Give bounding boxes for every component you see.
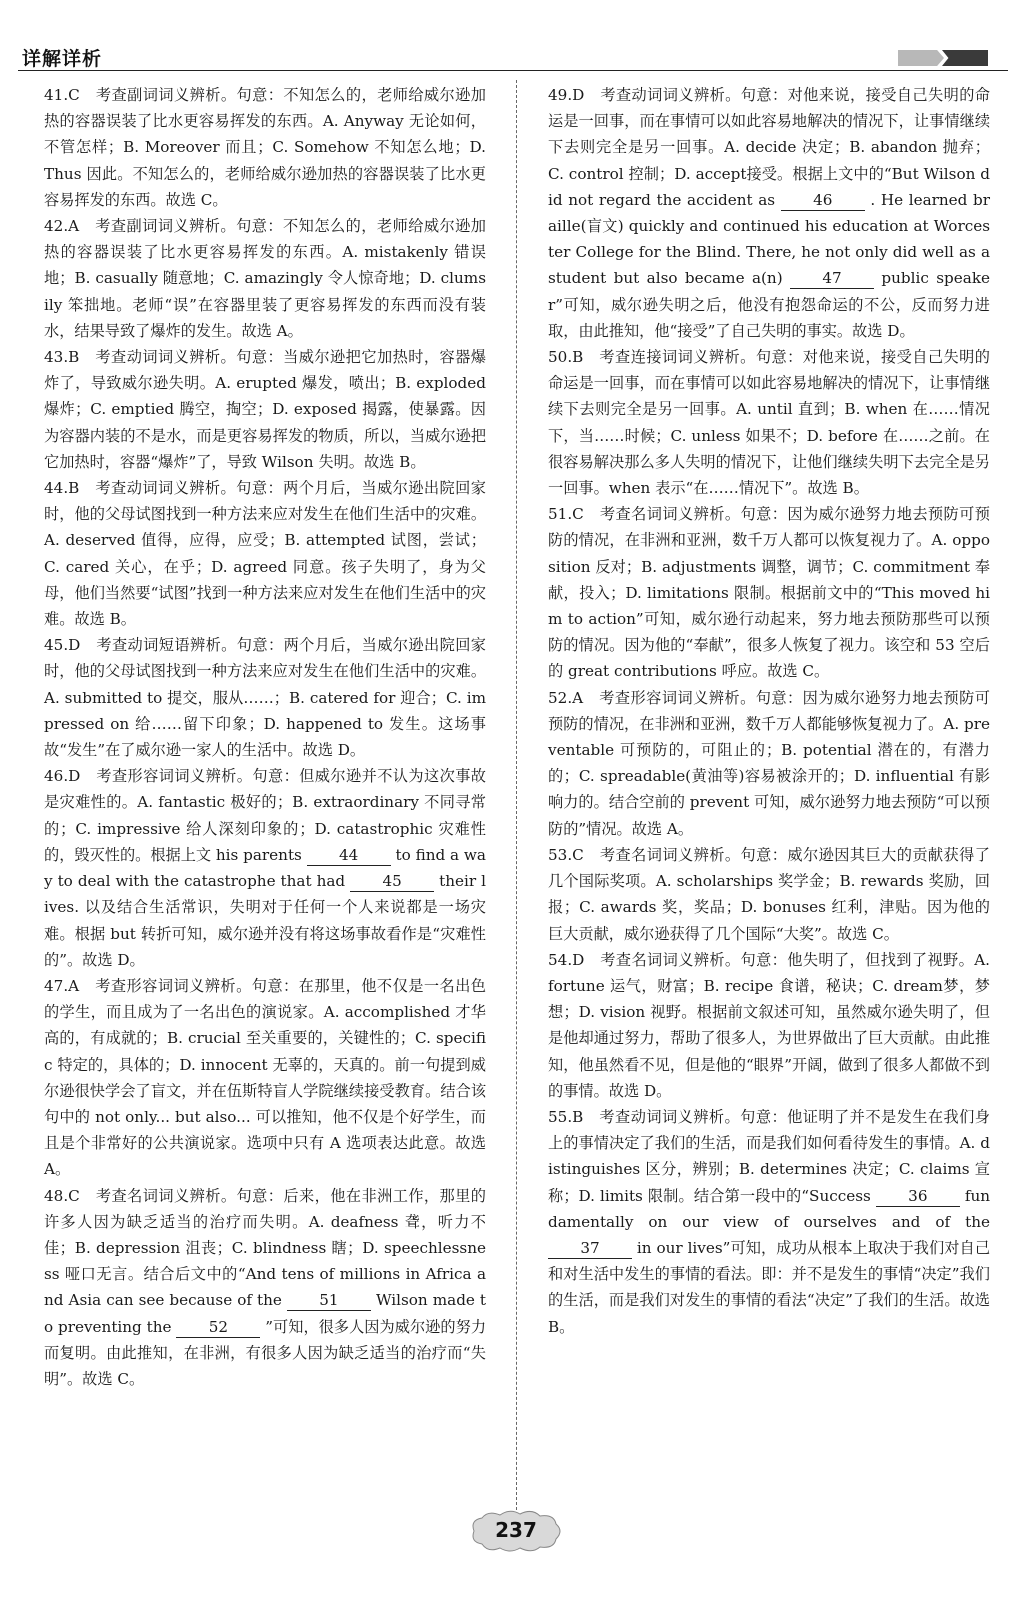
blank-number: 44 [307, 845, 391, 866]
explanation-tail: ”可知，很多人因为威尔逊的努力而复明。由此推知，在非洲，有很多人因为缺乏适当的治疗而“失明”。故选 C。 [44, 1317, 487, 1388]
page-header [18, 44, 990, 70]
question-number: 54. [548, 950, 573, 969]
quoted-text: . He learned braille(盲文) quickly and continued his education at Worcester College for the Blind. There, he not only did well as a student but also became a(n) [548, 190, 991, 288]
explanation-tail: in our lives”可知，成功从根本上取决于我们对自己和对生活中发生的事情的看法。即：并不是发生的事情“决定”我们的生活，而是我们对发生的事情的看法“决定”了我们的生活。故选 B。 [548, 1238, 991, 1336]
question-number: 43. [44, 348, 69, 367]
answer-entry [44, 213, 486, 344]
blank-number: 51 [287, 1290, 371, 1311]
answer-entry [44, 82, 486, 213]
explanation-text: D 考查形容词词义辨析。句意：但威尔逊并不认为这次事故是灾难性的。A. fantastic 极好的；B. extraordinary 不同寻常的；C. impressive 给人深刻印象的；D. catastrophic 灾难性的，毁灭性的。根据上文 his parents [44, 767, 486, 864]
header-rule [18, 70, 1008, 71]
right-column [548, 82, 990, 1340]
question-number: 53. [548, 845, 573, 864]
explanation-text: C 考查副词词义辨析。句意：不知怎么的，老师给威尔逊加热的容器误装了比水更容易挥发的东西。A. Anyway 无论如何，不管怎样；B. Moreover 而且；C. Somehow 不知怎么地；D. Thus 因此。不知怎么的，老师给威尔逊加热的容器误装了比水更容易挥发的东西。故选 C。 [44, 86, 486, 209]
explanation-text: D 考查名词词义辨析。句意：他失明了，但找到了视野。A. fortune 运气，财富；B. recipe 食谱，秘诀；C. dream梦，梦想；D. vision 视野。根据前文叙述可知，虽然威尔逊失明了，但是他却通过努力，帮助了很多人，为世界做出了巨大贡献。由此推知，他虽然看不见，但是他的“眼界”开阔，做到了很多人都做不到的事情。故选 D。 [548, 950, 990, 1100]
answer-entry [548, 842, 990, 947]
explanation-text: C 考查名词词义辨析。句意：威尔逊因其巨大的贡献获得了几个国际奖项。A. scholarships 奖学金；B. rewards 奖励，回报；C. awards 奖，奖品；D. bonuses 红利，津贴。因为他的巨大贡献，威尔逊获得了几个国际“大奖”。故选 C。 [548, 845, 990, 943]
explanation-text: C 考查名词词义辨析。句意：后来，他在非洲工作，那里的许多人因为缺乏适当的治疗而失明。A. deafness 聋，听力不佳；B. depression 沮丧；C. blindness 瞎；D. speechlessness 哑口无言。结合后文中的“And tens of millions in Africa and Asia can see because of the [44, 1186, 486, 1310]
question-number: 42. [44, 217, 69, 236]
left-column [44, 82, 486, 1392]
answer-entry [548, 501, 990, 684]
answer-entry [548, 344, 990, 501]
explanation-text: B 考查动词词义辨析。句意：他证明了并不是发生在我们身上的事情决定了我们的生活，而是我们如何看待发生的事情。A. distinguishes 区分，辨别；B. determines 决定；C. claims 宣称；D. limits 限制。结合第一段中的“Success [548, 1107, 990, 1205]
question-number: 49. [548, 86, 573, 104]
explanation-tail: public speaker”可知，威尔逊失明之后，他没有抱怨命运的不公，反而努力进取，由此推知，他“接受”了自己失明的事实。故选 D。 [548, 269, 991, 340]
explanation-tail: their lives. 以及结合生活常识，失明对于任何一个人来说都是一场灾难。根据 but 转折可知，威尔逊并没有将这场事故看作是“灾难性的”。故选 D。 [44, 872, 486, 969]
answer-entry [44, 632, 486, 763]
column-divider [516, 80, 517, 1520]
question-number: 51. [548, 505, 573, 524]
answer-entry [44, 1183, 486, 1393]
explanation-text: B 考查动词词义辨析。句意：当威尔逊把它加热时，容器爆炸了，导致威尔逊失明。A. erupted 爆发，喷出；B. exploded爆炸；C. emptied 腾空，掏空；D. exposed 揭露，使暴露。因为容器内装的不是水，而是更容易挥发的物质，所以，当威尔逊把它加热时，容器“爆炸”了，导致 Wilson 失明。故选 B。 [44, 348, 486, 471]
question-number: 46. [44, 767, 69, 786]
answer-entry [44, 475, 486, 632]
question-number: 45. [44, 636, 69, 655]
page-number: 237 [495, 1518, 537, 1542]
answer-entry [44, 763, 486, 973]
question-number: 52. [548, 688, 573, 707]
answer-entry [548, 82, 990, 344]
blank-number: 46 [781, 190, 865, 211]
answer-entry [44, 344, 486, 475]
question-number: 41. [44, 86, 69, 104]
explanation-text: A 考查形容词词义辨析。句意：因为威尔逊努力地去预防可预防的情况，在非洲和亚洲，数千万人都能够恢复视力了。A. preventable 可预防的，可阻止的；B. potential 潜在的，有潜力的；C. spreadable(黄油等)容易被涂开的；D. influential 有影响力的。结合空前的 prevent 可知，威尔逊努力地去预防“可以预防的”情况。故选 A。 [548, 688, 990, 838]
question-number: 50. [548, 348, 573, 367]
page-number-badge [466, 1508, 566, 1554]
blank-number: 47 [790, 268, 874, 289]
quoted-text: fundamentally on our view of ourselves and of the [548, 1186, 991, 1231]
question-number: 55. [548, 1107, 573, 1126]
header-title: 详解详析 [22, 48, 103, 70]
question-number: 48. [44, 1186, 69, 1205]
quoted-text: to find a way to deal with the catastrophe that had [44, 845, 486, 891]
explanation-text: A 考查形容词词义辨析。句意：在那里，他不仅是一名出色的学生，而且成为了一名出色的演说家。A. accomplished 才华高的，有成就的；B. crucial 至关重要的，关键性的；C. specific 特定的，具体的；D. innocent 无辜的，天真的。前一句提到威尔逊很快学会了盲文，并在伍斯特盲人学院继续接受教育。结合该句中的 not only... but also... 可以推知，他不仅是个好学生，而且是个非常好的公共演说家。选项中只有 A 选项表达此意。故选 A。 [44, 976, 486, 1179]
explanation-text: B 考查动词词义辨析。句意：两个月后，当威尔逊出院回家时，他的父母试图找到一种方法来应对发生在他们生活中的灾难。A. deserved 值得，应得，应受；B. attempted 试图，尝试；C. cared 关心，在乎；D. agreed 同意。孩子失明了，身为父母，他们当然要“试图”找到一种方法来应对发生在他们生活中的灾难。故选 B。 [44, 479, 486, 629]
question-number: 47. [44, 976, 69, 995]
header-arrow-decoration [898, 50, 990, 66]
answer-entry [44, 973, 486, 1183]
question-number: 44. [44, 479, 69, 498]
answer-entry [548, 685, 990, 842]
quoted-text: Wilson made to preventing the [44, 1291, 487, 1336]
blank-number: 36 [876, 1186, 960, 1207]
explanation-text: A 考查副词词义辨析。句意：不知怎么的，老师给威尔逊加热的容器误装了比水更容易挥发的东西。A. mistakenly 错误地；B. casually 随意地；C. amazingly 令人惊奇地；D. clumsily 笨拙地。老师“误”在容器里装了更容易挥发的东西而没有装水，结果导致了爆炸的发生。故选 A。 [44, 217, 486, 340]
explanation-text: C 考查名词词义辨析。句意：因为威尔逊努力地去预防可预防的情况，在非洲和亚洲，数千万人都可以恢复视力了。A. opposition 反对；B. adjustments 调整，调节；C. commitment 奉献，投入；D. limitations 限制。根据前文中的“This moved him to action”可知，威尔逊行动起来，努力地去预防那些可以预防的情况。因为他的“奉献”，很多人恢复了视力。该空和 53 空后的 great contributions 呼应。故选 C。 [548, 505, 990, 681]
answer-entry [548, 1104, 990, 1340]
explanation-text: D 考查动词短语辨析。句意：两个月后，当威尔逊出院回家时，他的父母试图找到一种方法来应对发生在他们生活中的灾难。A. submitted to 提交，服从……；B. catered for 迎合；C. impressed on 给……留下印象；D. happened to 发生。这场事故“发生”在了威尔逊一家人的生活中。故选 D。 [44, 636, 486, 760]
blank-number: 52 [176, 1317, 260, 1338]
blank-number: 45 [350, 871, 434, 892]
answer-entry [548, 947, 990, 1104]
explanation-text: D 考查动词词义辨析。句意：对他来说，接受自己失明的命运是一回事，而在事情可以如此容易地解决的情况下，让事情继续下去则完全是另一回事。A. decide 决定；B. abandon 抛弃；C. control 控制；D. accept接受。根据上文中的“But Wilson did not regard the accident as [548, 86, 990, 209]
blank-number: 37 [548, 1238, 632, 1259]
explanation-text: B 考查连接词词义辨析。句意：对他来说，接受自己失明的命运是一回事，而在事情可以如此容易地解决的情况下，让事情继续下去则完全是另一回事。A. until 直到；B. when 在……情况下，当……时候；C. unless 如果不；D. before 在……之前。在很容易解决那么多人失明的情况下，让他们继续失明下去完全是另一回事。when 表示“在……情况下”。故选 B。 [548, 348, 990, 498]
